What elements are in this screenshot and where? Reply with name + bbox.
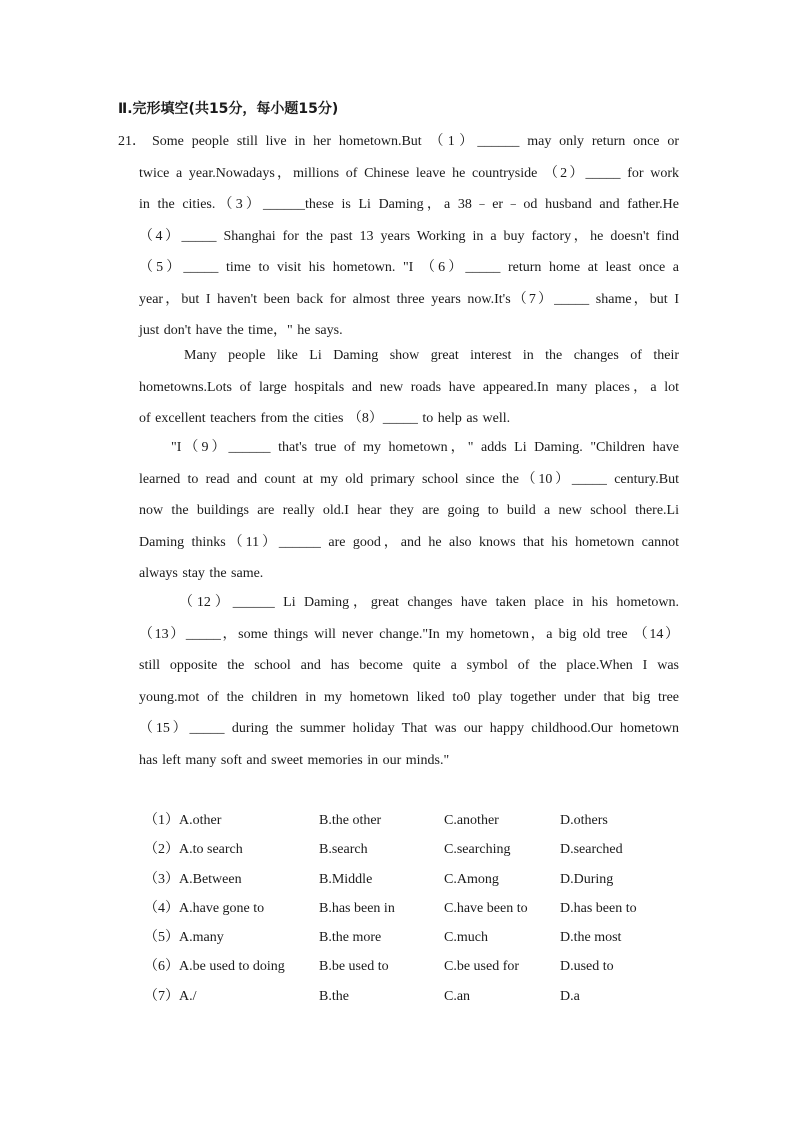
question-number: 21． bbox=[118, 134, 146, 149]
paragraph-2 bbox=[139, 340, 679, 435]
text-line: （12）______ Li Daming，great changes have taken place in his hometown. bbox=[179, 595, 679, 610]
text-line: learned to read and count at my old primary school since the（10）_____ century.But bbox=[139, 471, 679, 487]
text-line: hometowns.Lots of large hospitals and new roads have appeared.In many places，a lot bbox=[139, 379, 679, 395]
option-b[interactable]: B.Middle bbox=[319, 871, 373, 887]
option-c[interactable]: C.much bbox=[444, 930, 488, 946]
section-title: Ⅱ.完形填空(共15分，每小题15分) bbox=[118, 101, 339, 117]
option-a[interactable]: （3）A.Between bbox=[144, 871, 242, 887]
text-line: （4）_____ Shanghai for the past 13 years Working in a buy factory，he doesn't find bbox=[139, 228, 679, 244]
option-d[interactable]: D.the most bbox=[560, 930, 622, 946]
text-line: in the cities.（3）______these is Li Daming，a 38﹣er﹣od husband and father.He bbox=[139, 197, 679, 212]
option-b[interactable]: B.the other bbox=[319, 813, 382, 828]
option-a[interactable]: （2）A.to search bbox=[144, 842, 243, 858]
paragraph-1 bbox=[139, 158, 679, 347]
option-d[interactable]: D.During bbox=[560, 871, 614, 887]
option-c[interactable]: C.Among bbox=[444, 871, 499, 887]
option-c[interactable]: C.searching bbox=[444, 842, 511, 858]
text-line: twice a year.Nowadays，millions of Chinese leave he countryside （2）_____ for work bbox=[139, 165, 679, 181]
option-c[interactable]: C.another bbox=[444, 813, 499, 828]
passage-first-line: Some people still live in her hometown.But （1）______ may only return once or bbox=[152, 134, 679, 149]
option-d[interactable]: D.used to bbox=[560, 959, 614, 975]
option-d[interactable]: D.searched bbox=[560, 842, 623, 858]
option-b[interactable]: B.search bbox=[319, 842, 368, 858]
option-c[interactable]: C.have been to bbox=[444, 900, 528, 916]
text-line: Daming thinks（11）______ are good，and he also knows that his hometown cannot bbox=[139, 534, 679, 550]
text-line: year，but I haven't been back for almost three years now.It's（7）_____ shame，but I bbox=[139, 291, 679, 307]
option-d[interactable]: D.a bbox=[560, 988, 580, 1004]
option-a[interactable]: （4）A.have gone to bbox=[144, 900, 265, 916]
paragraph-4 bbox=[139, 587, 679, 776]
text-line: just don't have the time，" he says. bbox=[139, 323, 343, 338]
option-a[interactable]: （7）A./ bbox=[144, 988, 197, 1004]
option-d[interactable]: D.has been to bbox=[560, 900, 637, 916]
option-b[interactable]: B.be used to bbox=[319, 959, 389, 975]
text-line: of excellent teachers from the cities （8）_____ to help as well. bbox=[139, 411, 511, 426]
text-line: still opposite the school and has become quite a symbol of the place.When I was bbox=[139, 658, 679, 673]
text-line: （13）_____，some things will never change."In my hometown，a big old tree （14） bbox=[139, 626, 679, 642]
text-line: young.mot of the children in my hometown liked to0 play together under that big tree bbox=[139, 689, 679, 705]
option-c[interactable]: C.an bbox=[444, 988, 471, 1004]
option-a[interactable]: （1）A.other bbox=[144, 813, 222, 828]
option-d[interactable]: D.others bbox=[560, 813, 608, 828]
option-a[interactable]: （5）A.many bbox=[144, 930, 224, 946]
option-c[interactable]: C.be used for bbox=[444, 959, 520, 975]
text-line: now the buildings are really old.I hear they are going to build a new school there.Li bbox=[139, 503, 679, 518]
option-b[interactable]: B.the more bbox=[319, 930, 382, 946]
text-line: （15）_____ during the summer holiday That was our happy childhood.Our hometown bbox=[139, 721, 679, 736]
option-b[interactable]: B.the bbox=[319, 988, 349, 1004]
text-line: （5）_____ time to visit his hometown. "I （6）_____ return home at least once a bbox=[139, 260, 679, 275]
text-line: has left many soft and sweet memories in our minds." bbox=[139, 752, 450, 768]
text-line: Many people like Li Daming show great interest in the changes of their bbox=[184, 348, 679, 363]
text-line: always stay the same. bbox=[139, 566, 264, 581]
text-line: "I（9）______ that's true of my hometown，" adds Li Daming. "Children have bbox=[171, 440, 679, 455]
paragraph-3 bbox=[139, 432, 679, 590]
option-b[interactable]: B.has been in bbox=[319, 900, 395, 916]
option-a[interactable]: （6）A.be used to doing bbox=[144, 959, 285, 975]
